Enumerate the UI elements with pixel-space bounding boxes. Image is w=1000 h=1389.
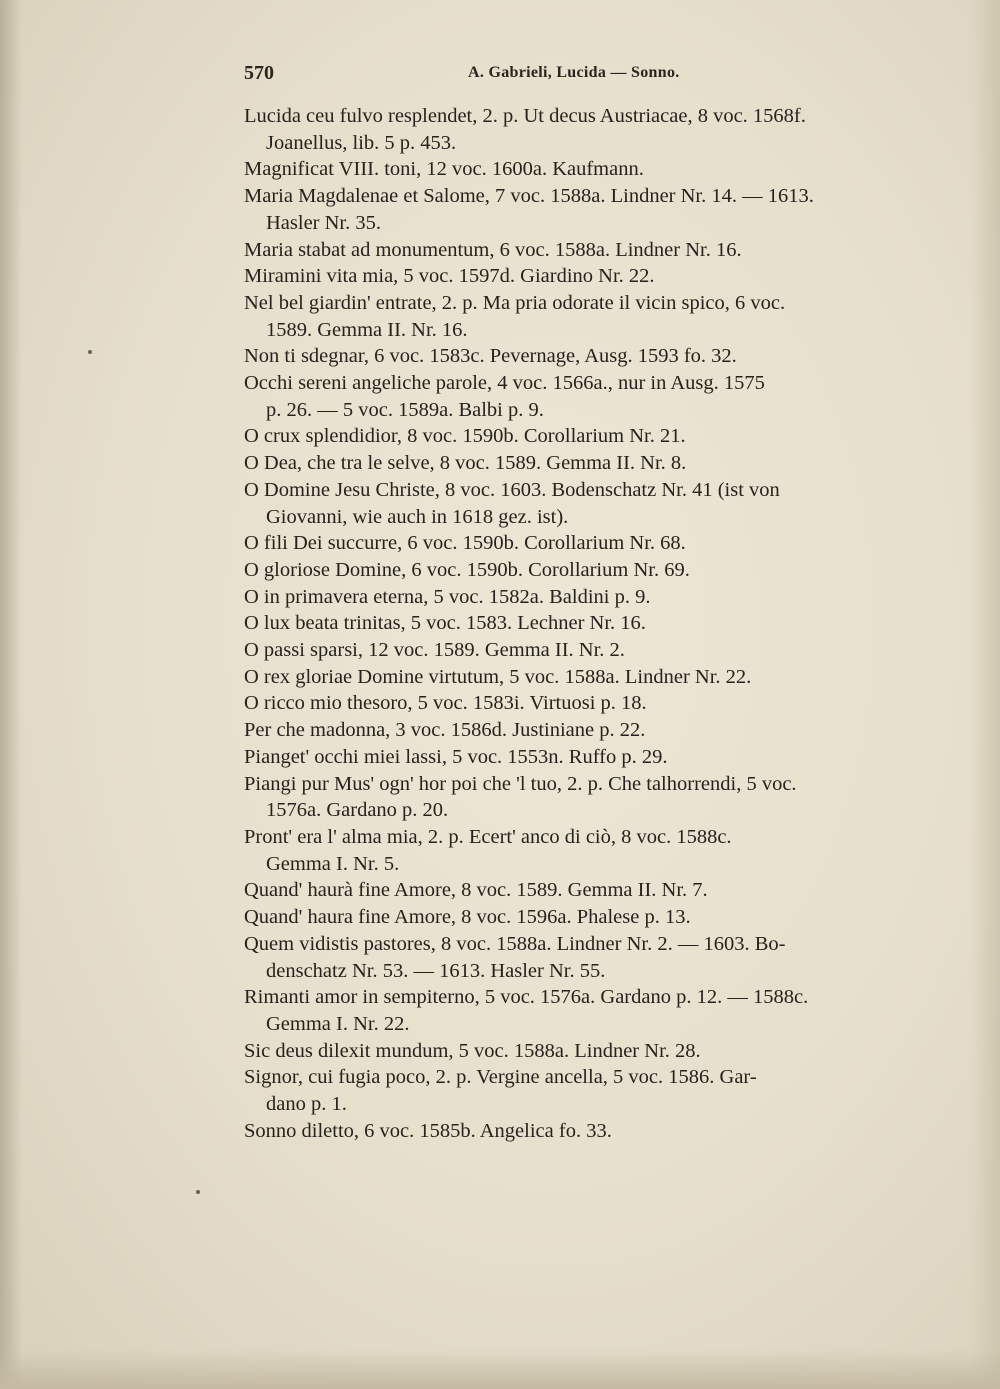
entry-continuation-line: Giovanni, wie auch in 1618 gez. ist). <box>266 505 569 528</box>
page-header <box>244 62 904 90</box>
entry-line: O gloriose Domine, 6 voc. 1590b. Corollarium Nr. 69. <box>244 558 690 581</box>
entry-line: Non ti sdegnar, 6 voc. 1583c. Pevernage, Ausg. 1593 fo. 32. <box>244 345 737 368</box>
catalogue-entry <box>244 610 908 637</box>
entry-line: Piangi pur Mus' ogn' hor poi che 'l tuo, 2. p. Che talhorrendi, 5 voc. <box>244 772 797 795</box>
catalogue-entry <box>244 717 908 744</box>
entry-line: Maria Magdalenae et Salome, 7 voc. 1588a. Lindner Nr. 14. — 1613. <box>244 185 814 208</box>
entry-line: Quand' haura fine Amore, 8 voc. 1596a. Phalese p. 13. <box>244 906 691 929</box>
catalogue-entry <box>244 263 908 290</box>
entry-continuation-line: 1576a. Gardano p. 20. <box>266 799 449 822</box>
entry-line: O crux splendidior, 8 voc. 1590b. Corollarium Nr. 21. <box>244 425 686 448</box>
entry-line: Sonno diletto, 6 voc. 1585b. Angelica fo. 33. <box>244 1119 612 1142</box>
entry-continuation-line: p. 26. — 5 voc. 1589a. Balbi p. 9. <box>266 398 544 421</box>
catalogue-entry <box>244 237 908 264</box>
entry-line: Rimanti amor in sempiterno, 5 voc. 1576a. Gardano p. 12. — 1588c. <box>244 986 809 1009</box>
entry-line: Nel bel giardin' entrate, 2. p. Ma pria odorate il vicin spico, 6 voc. <box>244 291 786 314</box>
catalogue-entry <box>244 931 908 984</box>
entry-continuation-line: Joanellus, lib. 5 p. 453. <box>266 131 457 154</box>
catalogue-entries <box>244 103 908 1144</box>
entry-line: Pront' era l' alma mia, 2. p. Ecert' anco di ciò, 8 voc. 1588c. <box>244 825 732 848</box>
entry-line: Quem vidistis pastores, 8 voc. 1588a. Lindner Nr. 2. — 1603. Bo- <box>244 932 786 955</box>
entry-line: Per che madonna, 3 voc. 1586d. Justiniane p. 22. <box>244 719 646 742</box>
entry-line: O rex gloriae Domine virtutum, 5 voc. 1588a. Lindner Nr. 22. <box>244 665 752 688</box>
catalogue-entry <box>244 183 908 236</box>
page-edge-shadow <box>0 0 22 1389</box>
catalogue-entry <box>244 771 908 824</box>
catalogue-entry <box>244 690 908 717</box>
catalogue-entry <box>244 1118 908 1145</box>
catalogue-entry <box>244 1064 908 1117</box>
catalogue-entry <box>244 477 908 530</box>
page-bottom-shadow <box>0 1349 1000 1389</box>
entry-line: O Dea, che tra le selve, 8 voc. 1589. Gemma II. Nr. 8. <box>244 452 687 475</box>
catalogue-entry <box>244 290 908 343</box>
running-title: A. Gabrieli, Lucida — Sonno. <box>468 64 680 81</box>
entry-continuation-line: denschatz Nr. 53. — 1613. Hasler Nr. 55. <box>266 959 606 982</box>
entry-continuation-line: Gemma I. Nr. 22. <box>266 1012 410 1035</box>
entry-line: O Domine Jesu Christe, 8 voc. 1603. Bodenschatz Nr. 41 (ist von <box>244 478 780 501</box>
catalogue-entry <box>244 557 908 584</box>
catalogue-entry <box>244 637 908 664</box>
entry-line: Quand' haurà fine Amore, 8 voc. 1589. Gemma II. Nr. 7. <box>244 879 708 902</box>
catalogue-entry <box>244 370 908 423</box>
entry-line: O ricco mio thesoro, 5 voc. 1583i. Virtuosi p. 18. <box>244 692 647 715</box>
entry-line: Magnificat VIII. toni, 12 voc. 1600a. Kaufmann. <box>244 158 644 181</box>
catalogue-entry <box>244 103 908 156</box>
catalogue-entry <box>244 904 908 931</box>
entry-line: O lux beata trinitas, 5 voc. 1583. Lechner Nr. 16. <box>244 612 646 635</box>
entry-continuation-line: dano p. 1. <box>266 1093 347 1116</box>
catalogue-entry <box>244 343 908 370</box>
entry-line: Lucida ceu fulvo resplendet, 2. p. Ut decus Austriacae, 8 voc. 1568f. <box>244 105 806 127</box>
catalogue-entry <box>244 156 908 183</box>
catalogue-entry <box>244 984 908 1037</box>
entry-continuation-line: 1589. Gemma II. Nr. 16. <box>266 318 468 341</box>
page-number: 570 <box>244 62 274 84</box>
catalogue-entry <box>244 664 908 691</box>
catalogue-entry <box>244 423 908 450</box>
paper-speck <box>88 350 92 354</box>
entry-continuation-line: Gemma I. Nr. 5. <box>266 852 400 875</box>
paper-speck <box>196 1190 200 1194</box>
entry-line: Signor, cui fugia poco, 2. p. Vergine ancella, 5 voc. 1586. Gar- <box>244 1066 757 1089</box>
entry-line: Sic deus dilexit mundum, 5 voc. 1588a. Lindner Nr. 28. <box>244 1039 701 1062</box>
catalogue-entry <box>244 824 908 877</box>
entry-line: Maria stabat ad monumentum, 6 voc. 1588a. Lindner Nr. 16. <box>244 238 742 261</box>
catalogue-entry <box>244 530 908 557</box>
page-right-shadow <box>970 0 1000 1389</box>
entry-line: O fili Dei succurre, 6 voc. 1590b. Corollarium Nr. 68. <box>244 532 686 555</box>
entry-continuation-line: Hasler Nr. 35. <box>266 211 382 234</box>
catalogue-entry <box>244 877 908 904</box>
entry-line: Pianget' occhi miei lassi, 5 voc. 1553n. Ruffo p. 29. <box>244 745 668 768</box>
entry-line: Miramini vita mia, 5 voc. 1597d. Giardino Nr. 22. <box>244 265 655 288</box>
catalogue-entry <box>244 1038 908 1065</box>
catalogue-entry <box>244 584 908 611</box>
catalogue-entry <box>244 450 908 477</box>
entry-line: Occhi sereni angeliche parole, 4 voc. 1566a., nur in Ausg. 1575 <box>244 372 765 395</box>
entry-line: O passi sparsi, 12 voc. 1589. Gemma II. Nr. 2. <box>244 639 625 662</box>
catalogue-entry <box>244 744 908 771</box>
entry-line: O in primavera eterna, 5 voc. 1582a. Baldini p. 9. <box>244 585 651 608</box>
